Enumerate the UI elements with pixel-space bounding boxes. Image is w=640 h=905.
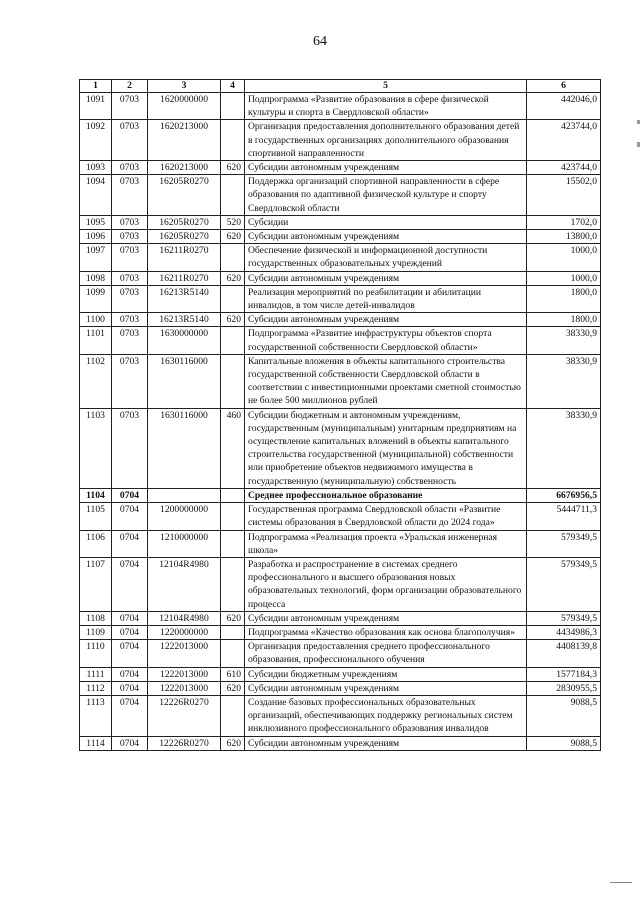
column-header: 2 [112,80,148,93]
row-number-cell: 1108 [80,611,112,625]
expense-type-cell [221,327,245,354]
name-cell: Субсидии бюджетным и автономным учреждениям, государственным (муниципальным) унитарным предприятиям на осуществление капитальных вложений в объекты капитального строительства государственной (муниципальной) собственности или приобретение объектов недвижимого имущества в государственную (муниципальную) собственность [245,408,527,488]
section-code-cell: 0703 [112,327,148,354]
name-cell: Среднее профессиональное образование [245,488,527,502]
column-header: 6 [527,80,601,93]
target-article-cell: 1620213000 [148,120,221,161]
table-row [80,313,601,327]
target-article-cell: 16211R0270 [148,271,221,285]
column-header: 3 [148,80,221,93]
name-cell: Субсидии автономным учреждениям [245,313,527,327]
amount-cell: 442046,0 [527,93,601,120]
expense-type-cell [221,503,245,530]
name-cell: Организация предоставления дополнительного образования детей в государственных организациях дополнительного образования спортивной направленности [245,120,527,161]
target-article-cell: 1200000000 [148,503,221,530]
row-number-cell: 1103 [80,408,112,488]
column-header: 5 [245,80,527,93]
expense-type-cell [221,530,245,557]
column-header: 1 [80,80,112,93]
row-number-cell: 1094 [80,175,112,216]
name-cell: Подпрограмма «Качество образования как основа благополучия» [245,625,527,639]
amount-cell: 579349,5 [527,530,601,557]
target-article-cell: 1210000000 [148,530,221,557]
section-code-cell: 0704 [112,503,148,530]
row-number-cell: 1106 [80,530,112,557]
table-body [80,93,601,751]
expense-type-cell [221,625,245,639]
expense-type-cell [221,285,245,312]
name-cell: Субсидии автономным учреждениям [245,230,527,244]
target-article-cell: 1630116000 [148,354,221,408]
amount-cell: 5444711,3 [527,503,601,530]
row-number-cell: 1096 [80,230,112,244]
amount-cell: 15502,0 [527,175,601,216]
amount-cell: 13800,0 [527,230,601,244]
section-code-cell: 0703 [112,161,148,175]
name-cell: Создание базовых профессиональных образовательных организаций, обеспечивающих поддержку региональных систем инклюзивного профессионального образования инвалидов [245,695,527,736]
expense-type-cell [221,120,245,161]
table-row [80,681,601,695]
expense-type-cell [221,557,245,611]
target-article-cell: 1220000000 [148,625,221,639]
section-code-cell: 0704 [112,667,148,681]
amount-cell: 38330,9 [527,354,601,408]
table-row [80,557,601,611]
amount-cell: 6676956,5 [527,488,601,502]
target-article-cell: 16211R0270 [148,244,221,271]
expense-type-cell [221,93,245,120]
expense-type-cell: 520 [221,215,245,229]
expense-type-cell [221,175,245,216]
section-code-cell: 0703 [112,93,148,120]
amount-cell: 9088,5 [527,695,601,736]
table-row [80,695,601,736]
amount-cell: 38330,9 [527,327,601,354]
target-article-cell: 1222013000 [148,640,221,667]
section-code-cell: 0704 [112,695,148,736]
section-code-cell: 0704 [112,736,148,750]
name-cell: Организация предоставления среднего профессионального образования, профессионального обучения [245,640,527,667]
amount-cell: 423744,0 [527,120,601,161]
row-number-cell: 1114 [80,736,112,750]
row-number-cell: 1091 [80,93,112,120]
table-row [80,667,601,681]
target-article-cell: 16205R0270 [148,215,221,229]
table-row [80,530,601,557]
name-cell: Подпрограмма «Развитие инфраструктуры объектов спорта государственной собственности Свердловской области» [245,327,527,354]
amount-cell: 1577184,3 [527,667,601,681]
section-code-cell: 0703 [112,408,148,488]
target-article-cell: 1620213000 [148,161,221,175]
target-article-cell: 12226R0270 [148,695,221,736]
row-number-cell: 1109 [80,625,112,639]
table-row [80,120,601,161]
name-cell: Субсидии бюджетным учреждениям [245,667,527,681]
target-article-cell: 16205R0270 [148,230,221,244]
table-row [80,640,601,667]
section-code-cell: 0703 [112,354,148,408]
amount-cell: 4434986,3 [527,625,601,639]
section-code-cell: 0703 [112,215,148,229]
row-number-cell: 1111 [80,667,112,681]
expense-type-cell [221,354,245,408]
amount-cell: 9088,5 [527,736,601,750]
target-article-cell: 12104R4980 [148,557,221,611]
section-code-cell: 0703 [112,285,148,312]
table-row [80,488,601,502]
row-number-cell: 1113 [80,695,112,736]
section-code-cell: 0704 [112,611,148,625]
target-article-cell: 16213R5140 [148,313,221,327]
table-row [80,503,601,530]
target-article-cell: 1222013000 [148,667,221,681]
section-code-cell: 0703 [112,230,148,244]
amount-cell: 1800,0 [527,285,601,312]
table-row [80,327,601,354]
section-code-cell: 0704 [112,681,148,695]
row-number-cell: 1092 [80,120,112,161]
amount-cell: 1800,0 [527,313,601,327]
table-row [80,230,601,244]
amount-cell: 423744,0 [527,161,601,175]
expense-type-cell [221,244,245,271]
section-code-cell: 0703 [112,313,148,327]
target-article-cell: 12226R0270 [148,736,221,750]
section-code-cell: 0703 [112,175,148,216]
expense-type-cell: 620 [221,230,245,244]
expense-type-cell [221,695,245,736]
table-row [80,354,601,408]
row-number-cell: 1100 [80,313,112,327]
section-code-cell: 0704 [112,625,148,639]
name-cell: Капитальные вложения в объекты капитального строительства государственной собственности Свердловской области в соответствии с инвестиционными проектами сметной стоимостью не более 500 миллионов рублей [245,354,527,408]
row-number-cell: 1097 [80,244,112,271]
name-cell: Поддержка организаций спортивной направленности в сфере образования по адаптивной физической культуре и спорту Свердловской области [245,175,527,216]
row-number-cell: 1110 [80,640,112,667]
amount-cell: 1000,0 [527,244,601,271]
row-number-cell: 1095 [80,215,112,229]
scan-mark [610,882,632,883]
table-row [80,271,601,285]
table-row [80,244,601,271]
name-cell: Разработка и распространение в системах среднего профессионального и высшего образования новых образовательных технологий, форм организации образовательного процесса [245,557,527,611]
target-article-cell: 1222013000 [148,681,221,695]
table-row [80,408,601,488]
target-article-cell: 16205R0270 [148,175,221,216]
amount-cell: 1000,0 [527,271,601,285]
target-article-cell: 12104R4980 [148,611,221,625]
header-row [80,80,601,93]
expense-type-cell [221,640,245,667]
name-cell: Субсидии автономным учреждениям [245,611,527,625]
section-code-cell: 0703 [112,120,148,161]
amount-cell: 2830955,5 [527,681,601,695]
target-article-cell: 16213R5140 [148,285,221,312]
table-row [80,625,601,639]
name-cell: Субсидии автономным учреждениям [245,736,527,750]
table-row [80,161,601,175]
name-cell: Обеспечение физической и информационной доступности государственных образовательных учреждений [245,244,527,271]
table-row [80,175,601,216]
amount-cell: 579349,5 [527,557,601,611]
target-article-cell: 1630116000 [148,408,221,488]
row-number-cell: 1102 [80,354,112,408]
expense-type-cell: 460 [221,408,245,488]
section-code-cell: 0704 [112,530,148,557]
expense-type-cell: 620 [221,313,245,327]
expense-type-cell: 620 [221,611,245,625]
row-number-cell: 1105 [80,503,112,530]
name-cell: Субсидии автономным учреждениям [245,681,527,695]
expense-type-cell: 610 [221,667,245,681]
section-code-cell: 0704 [112,557,148,611]
row-number-cell: 1098 [80,271,112,285]
name-cell: Реализация мероприятий по реабилитации и абилитации инвалидов, в том числе детей-инвалидов [245,285,527,312]
target-article-cell [148,488,221,502]
target-article-cell: 1630000000 [148,327,221,354]
row-number-cell: 1093 [80,161,112,175]
table-row [80,736,601,750]
row-number-cell: 1101 [80,327,112,354]
name-cell: Субсидии автономным учреждениям [245,161,527,175]
page-number: 64 [313,34,327,49]
expense-type-cell: 620 [221,736,245,750]
table-row [80,93,601,120]
expense-type-cell: 620 [221,681,245,695]
column-header: 4 [221,80,245,93]
section-code-cell: 0704 [112,640,148,667]
row-number-cell: 1099 [80,285,112,312]
table-row [80,611,601,625]
section-code-cell: 0704 [112,488,148,502]
table-row [80,285,601,312]
name-cell: Субсидии автономным учреждениям [245,271,527,285]
table-row [80,215,601,229]
amount-cell: 1702,0 [527,215,601,229]
name-cell: Подпрограмма «Реализация проекта «Уральская инженерная школа» [245,530,527,557]
section-code-cell: 0703 [112,271,148,285]
section-code-cell: 0703 [112,244,148,271]
expense-type-cell: 620 [221,161,245,175]
expense-type-cell: 620 [221,271,245,285]
amount-cell: 4408139,8 [527,640,601,667]
name-cell: Государственная программа Свердловской области «Развитие системы образования в Свердловской области до 2024 года» [245,503,527,530]
name-cell: Подпрограмма «Развитие образования в сфере физической культуры и спорта в Свердловской области» [245,93,527,120]
target-article-cell: 1620000000 [148,93,221,120]
amount-cell: 38330,9 [527,408,601,488]
name-cell: Субсидии [245,215,527,229]
budget-table [79,79,601,751]
row-number-cell: 1112 [80,681,112,695]
expense-type-cell [221,488,245,502]
row-number-cell: 1104 [80,488,112,502]
row-number-cell: 1107 [80,557,112,611]
amount-cell: 579349,5 [527,611,601,625]
